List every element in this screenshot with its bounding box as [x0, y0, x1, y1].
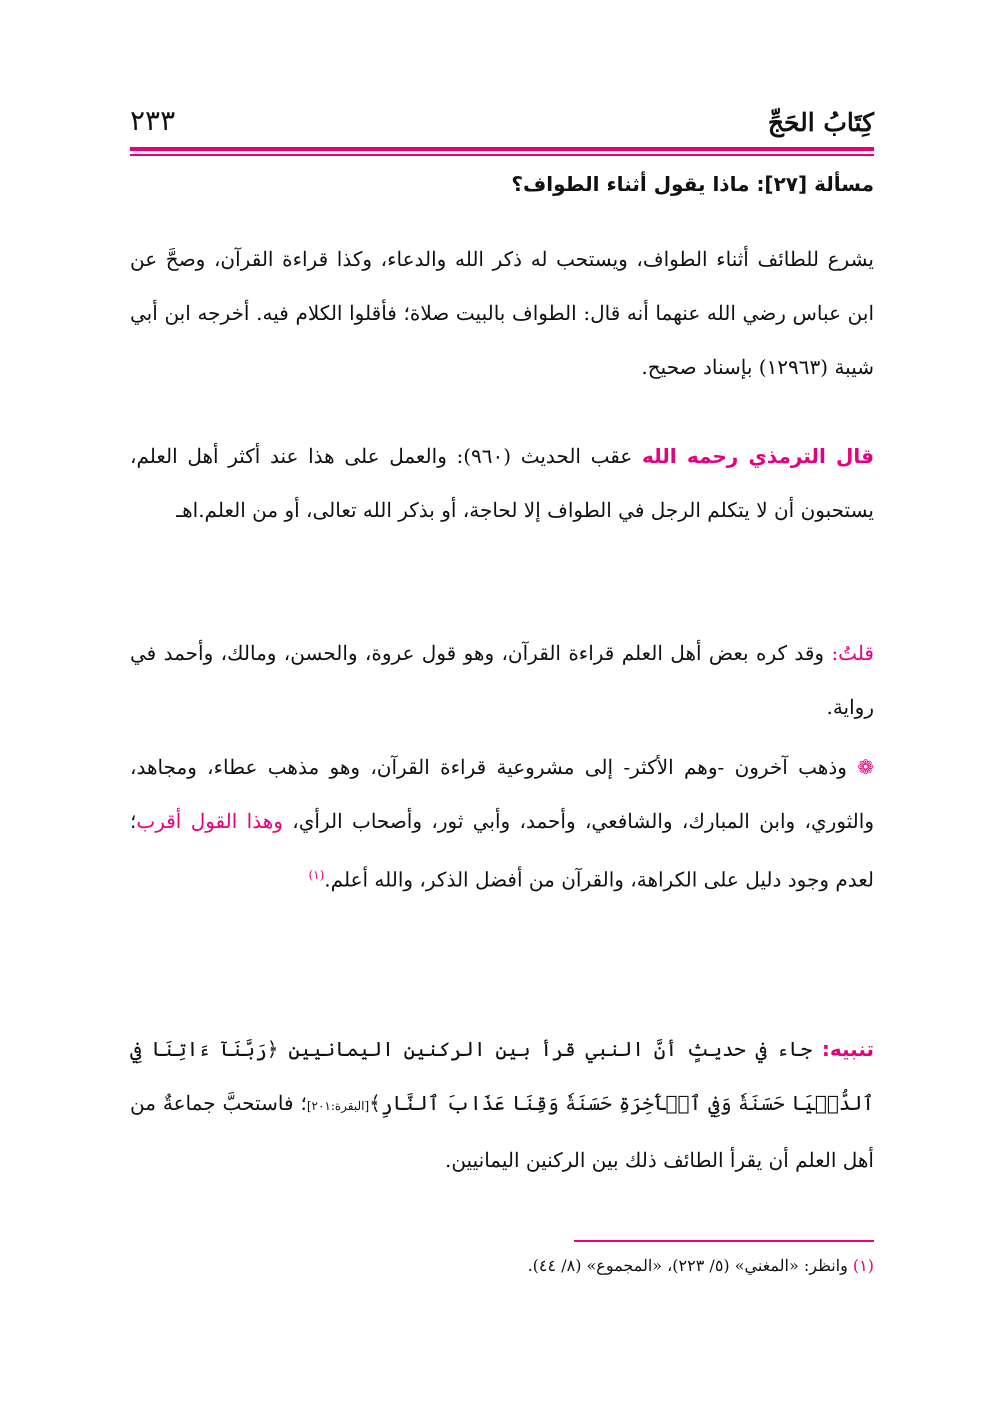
paragraph-5-text-a: جاء في حديثٍ أنَّ النبي قرأ بين الركنين اليمانيين ﴿رَبَّنَآ ءَاتِنَا فِي ٱلدُّنۡيَا حَسَنَةٗ وَفِي ٱلۡأٓخِرَةِ حَسَنَةٗ وَقِنَا عَذَابَ ٱلنَّارِ﴾	[130, 1037, 874, 1115]
flower-icon: ❁	[857, 755, 874, 779]
header-rule-thin	[130, 154, 874, 156]
paragraph-2-text: عقب الحديث (٩٦٠): والعمل على هذا عند أكثر أهل العلم، يستحبون أن لا يتكلم الرجل في الطواف إلا لحاجة، أو بذكر الله تعالى، أو من العلم.اهـ	[130, 444, 874, 522]
book-title: كِتَابُ الحَجِّ	[767, 108, 874, 137]
paragraph-1: يشرع للطائف أثناء الطواف، ويستحب له ذكر الله والدعاء، وكذا قراءة القرآن، وصحَّ عن ابن عباس رضي الله عنهما أنه قال: الطواف بالبيت صلاة؛ فأقلوا الكلام فيه. أخرجه ابن أبي شيبة (١٢٩٦٣) بإسناد صحيح.	[130, 247, 874, 379]
paragraph-4-text-a: وذهب آخرون -وهم الأكثر- إلى مشروعية قراءة القرآن، وهو مذهب عطاء، ومجاهد، والثوري، وابن المبارك، والشافعي، وأحمد، وأبي ثور، وأصحاب الرأي،	[130, 755, 874, 833]
paragraph-5	[130, 1022, 874, 1187]
question-text: ماذا يقول أثناء الطواف؟	[511, 172, 750, 196]
paragraph-3	[130, 626, 874, 734]
preferred-opinion: وهذا القول أقرب	[136, 809, 283, 833]
tirmidhi-label: قال الترمذي رحمه الله	[641, 444, 874, 468]
page-header	[130, 104, 874, 148]
paragraph-4	[130, 740, 874, 907]
footnote	[130, 1256, 874, 1275]
footnote-number: (١)	[852, 1256, 874, 1275]
paragraph-2	[130, 429, 874, 537]
page-number: ٢٣٣	[130, 104, 176, 137]
paragraph-4-text-b: ؛ لعدم وجود دليل على الكراهة، والقرآن من أفضل الذكر، والله أعلم.	[130, 809, 874, 892]
header-rule-thick	[130, 147, 874, 151]
paragraph-5-text-b: ؛ فاستحبَّ جماعةٌ من أهل العلم أن يقرأ الطائف ذلك بين الركنين اليمانيين.	[130, 1091, 874, 1172]
footnote-ref[interactable]: (١)	[308, 868, 325, 882]
question-heading	[130, 172, 874, 196]
paragraph-3-text: وقد كره بعض أهل العلم قراءة القرآن، وهو قول عروة، والحسن، ومالك، وأحمد في رواية.	[130, 641, 874, 719]
question-label: مسألة [٢٧]:	[756, 172, 874, 196]
qultu-label: قلتُ:	[831, 641, 874, 665]
footnote-text: وانظر: «المغني» (٥/ ٢٢٣)، «المجموع» (٨/ ٤٤).	[527, 1256, 853, 1275]
quran-ref: [البقرة:٢٠١]	[306, 1099, 370, 1113]
footnote-rule	[574, 1240, 874, 1242]
tanbih-label: تنبيه:	[821, 1037, 874, 1061]
